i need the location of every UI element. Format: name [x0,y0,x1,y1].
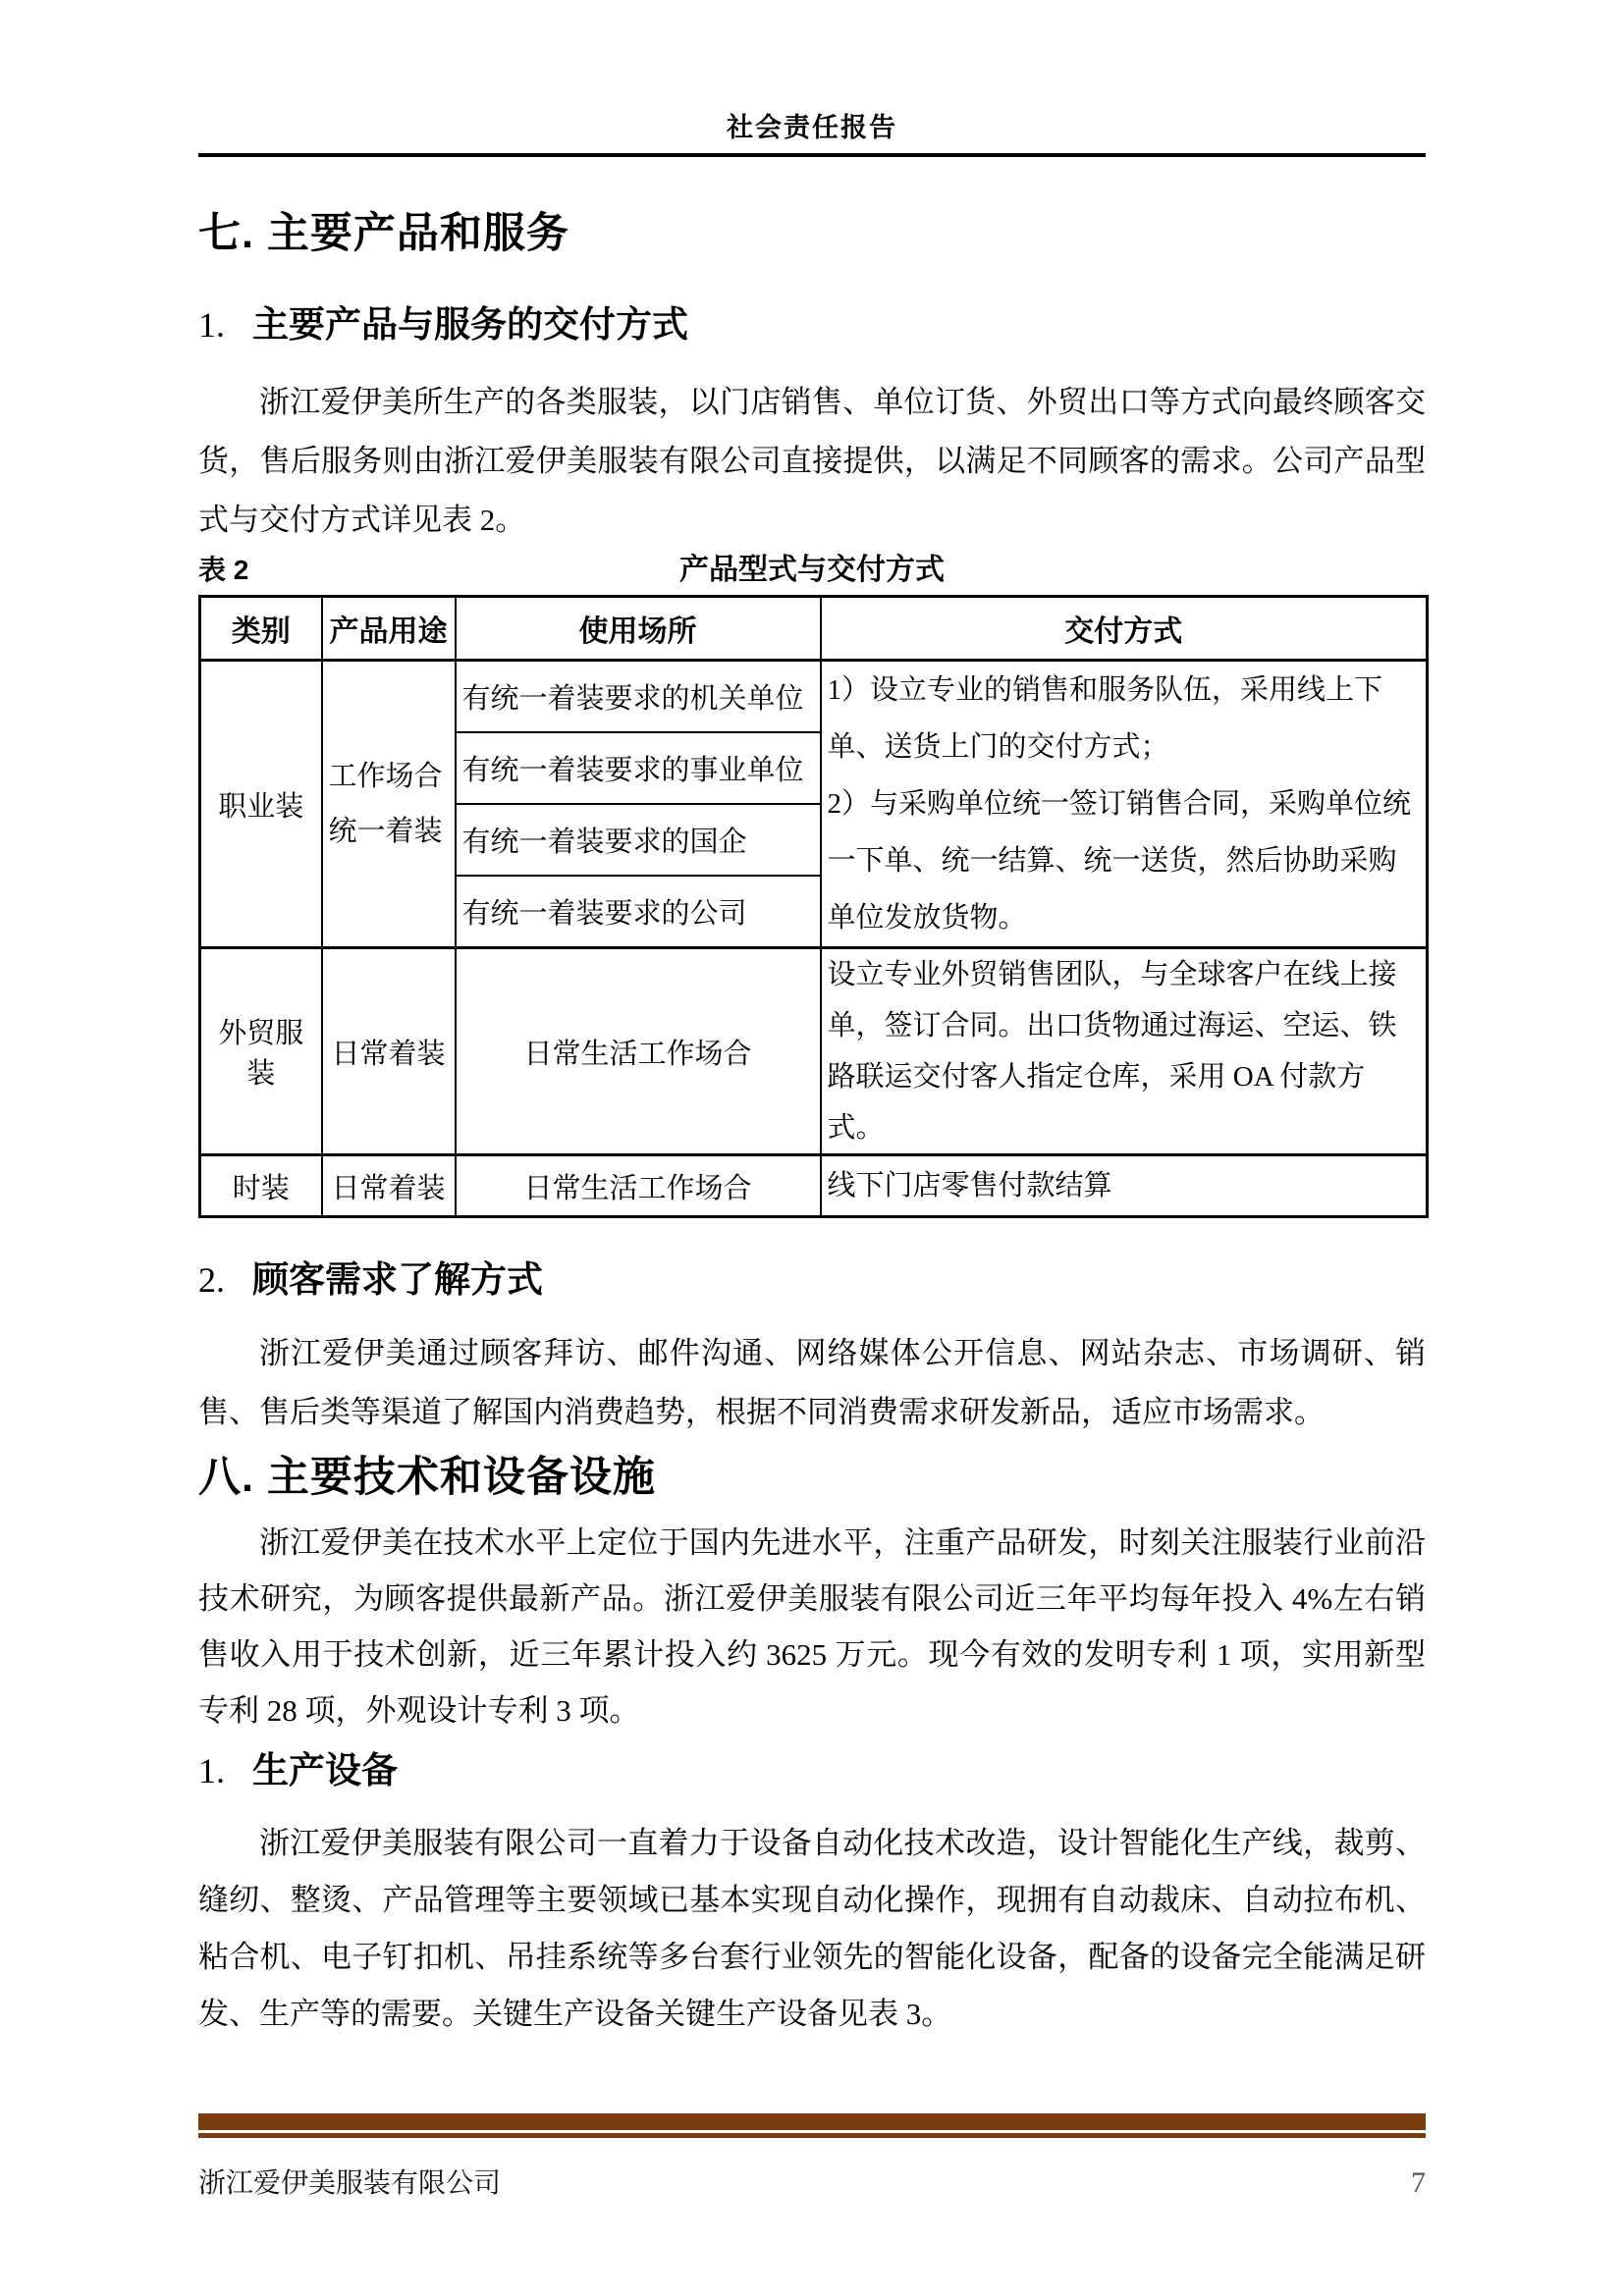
cell-delivery-foreign: 设立专业外贸销售团队，与全球客户在线上接单，签订合同。出口货物通过海运、空运、铁路联运交付客人指定仓库，采用 OA 付款方式。 [821,948,1428,1155]
page-footer [198,2113,1426,2201]
footer-company-name: 浙江爱伊美服装有限公司 [198,2168,502,2199]
table-caption-row [198,552,1426,589]
table-row-occupational-1 [200,661,1428,733]
cell-delivery-fashion: 线下门店零售付款结算 [821,1155,1428,1217]
cell-usage-fashion: 日常着装 [322,1155,456,1217]
running-head-title: 社会责任报告 [727,113,897,142]
cell-venue-institution: 有统一着装要求的事业单位 [456,732,821,804]
column-header-usage: 产品用途 [322,597,456,661]
footer-rule-thin [198,2133,1426,2138]
column-header-venue: 使用场所 [456,597,821,661]
column-header-delivery: 交付方式 [821,597,1428,661]
section-7-2-heading [198,1257,1426,1303]
footer-text-row [198,2162,1426,2201]
section-8-1-title: 生产设备 [252,1750,398,1790]
paragraph-technology: 浙江爱伊美在技术水平上定位于国内先进水平，注重产品研发，时刻关注服装行业前沿技术研究，为顾客提供最新产品。浙江爱伊美服装有限公司近三年平均每年投入 4%左右销售收入用于技术创新，近三年累计投入约 3625 万元。现今有效的发明专利 1 项，实用新型专利 28 项，外观设计专利 3 项。 [198,1525,1426,1728]
cell-venue-foreign: 日常生活工作场合 [456,948,821,1155]
table-header-row [200,597,1428,661]
section-8-heading: 八. 主要技术和设备设施 [198,1454,656,1501]
paragraph-customer-needs: 浙江爱伊美通过顾客拜访、邮件沟通、网络媒体公开信息、网站杂志、市场调研、销售、售后类等渠道了解国内消费趋势，根据不同消费需求研发新品，适应市场需求。 [198,1336,1426,1429]
section-7-2-title: 顾客需求了解方式 [252,1259,543,1300]
section-8-1-heading [198,1748,1426,1793]
section-7-2-number: 2. [198,1260,225,1300]
section-7-1-number: 1. [198,305,225,345]
product-delivery-table [198,595,1429,1218]
cell-usage-occupational: 工作场合统一着装 [322,661,456,948]
cell-category-occupational: 职业装 [200,661,322,948]
cell-category-fashion: 时装 [200,1155,322,1217]
section-7-heading: 七. 主要产品和服务 [198,210,569,257]
footer-rule-thick [198,2113,1426,2130]
cell-category-foreign: 外贸服装 [200,948,322,1155]
table-row-foreign-trade [200,948,1428,1155]
cell-venue-gov: 有统一着装要求的机关单位 [456,661,821,733]
section-7-1-title: 主要产品与服务的交付方式 [252,304,688,345]
delivery-item-1: 1）设立专业的销售和服务队伍，采用线上下单、送货上门的交付方式； [827,674,1383,763]
cell-venue-soe: 有统一着装要求的国企 [456,804,821,876]
column-header-category: 类别 [200,597,322,661]
section-8-1-number: 1. [198,1751,225,1790]
paragraph-production-equipment: 浙江爱伊美服装有限公司一直着力于设备自动化技术改造，设计智能化生产线，裁剪、缝纫、整烫、产品管理等主要领域已基本实现自动化操作，现拥有自动裁床、自动拉布机、粘合机、电子钉扣机、吊挂系统等多台套行业领先的智能化设备，配备的设备完全能满足研发、生产等的需要。关键生产设备关键生产设备见表 3。 [198,1826,1426,2031]
footer-page-number: 7 [1411,2166,1426,2199]
section-7-1-heading [198,302,1426,347]
cell-delivery-occupational [821,661,1428,948]
table-label: 表 2 [198,555,249,585]
paragraph-delivery-intro: 浙江爱伊美所生产的各类服装，以门店销售、单位订货、外贸出口等方式向最终顾客交货，售后服务则由浙江爱伊美服装有限公司直接提供，以满足不同顾客的需求。公司产品型式与交付方式详见表 2。 [198,385,1426,537]
table-caption: 产品型式与交付方式 [679,554,945,586]
cell-usage-foreign: 日常着装 [322,948,456,1155]
header-rule [198,153,1426,157]
cell-venue-fashion: 日常生活工作场合 [456,1155,821,1217]
table-row-fashion [200,1155,1428,1217]
cell-venue-company: 有统一着装要求的公司 [456,876,821,948]
delivery-item-2: 2）与采购单位统一签订销售合同，采购单位统一下单、统一结算、统一送货，然后协助采购单位发放货物。 [827,788,1412,934]
